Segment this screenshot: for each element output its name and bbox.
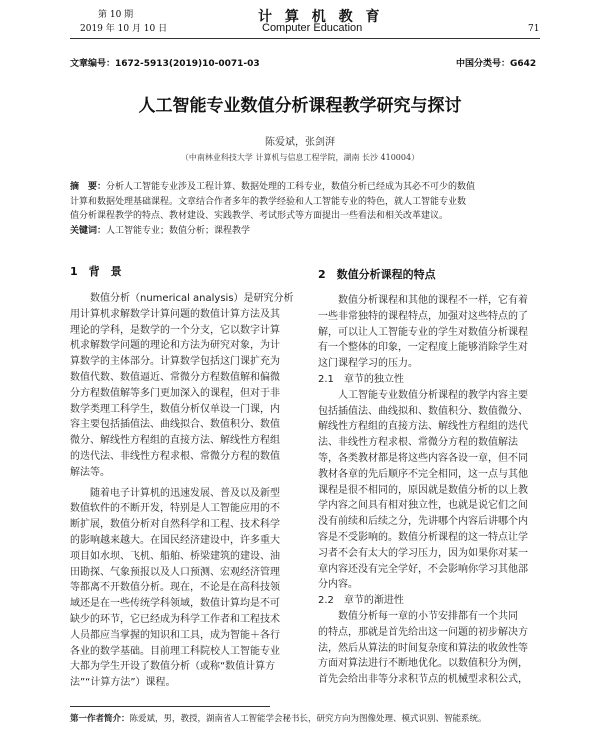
authors: 陈爱斌，张剑湃 — [265, 137, 335, 148]
abstract-label: 摘 要： — [70, 182, 107, 192]
subsection-heading-2-2: 2.2 章节的渐进性 — [318, 595, 404, 607]
header-rule — [70, 38, 540, 39]
text-line: 等都离不开数值分析。现在，不论是在高科技领 — [70, 582, 280, 594]
text-line: 数值代数、数值逼近、常微分方程数值解和偏微 — [70, 371, 280, 383]
text-line: 解，可以让人工智能专业的学生对数值分析课程 — [318, 326, 528, 338]
affiliation: （中南林业科技大学 计算机与信息工程学院，湖南 长沙 410004） — [180, 153, 420, 162]
abstract — [70, 180, 542, 238]
section-heading-2: 2 数值分析课程的特点 — [318, 268, 436, 281]
text-line: 微分、解线性方程组的直接方法、解线性方程组 — [70, 435, 280, 447]
text-line: 习者不会有太大的学习压力，因为如果你对某一 — [318, 547, 528, 559]
text-line: 解线性方程组的直接方法、解线性方程组的迭代 — [318, 421, 528, 433]
text-line: 法”“计算方法”）课程。 — [70, 677, 176, 689]
text-line: 随着电子计算机的迅速发展、普及以及新型 — [90, 487, 280, 499]
journal-title-cn: 计 算 机 教 育 — [258, 9, 384, 25]
abstract-line: 值分析课程教学的特点、教材建设、实践教学、考试形式等方面提出一些看法和相关改革建议。 — [70, 211, 449, 221]
text-line: 数学类理工科学生，数值分析仅单设一门课，内 — [70, 403, 280, 415]
text-line: 数值软件的不断开发，特别是人工智能应用的不 — [70, 503, 280, 515]
text-line: 有一个整体的印象，一定程度上能够消除学生对 — [318, 342, 528, 354]
text-line: 大都为学生开设了数值分析（或称“数值计算方 — [70, 661, 276, 673]
text-line: 数值分析（numerical analysis）是研究分析 — [90, 293, 294, 304]
text-line: 分内容。 — [318, 579, 358, 591]
left-column — [70, 291, 302, 691]
page-number: 71 — [528, 24, 540, 34]
classification-number: 中国分类号：G642 — [456, 59, 537, 69]
text-line: 教材各章的先后顺序不完全相同，这一点与其他 — [318, 468, 528, 480]
text-line: 章内容还没有完全学好，不会影响你学习其他部 — [318, 563, 528, 575]
paper-title: 人工智能专业数值分析课程教学研究与探讨 — [138, 96, 462, 116]
text-line: 域还是在一些传统学科领域，数值计算均是不可 — [70, 598, 280, 610]
text-line: 机求解数学问题的理论和方法为研究对象，为计 — [70, 340, 280, 352]
keywords-label: 关键词： — [70, 225, 107, 236]
section-heading-1: 1 背 景 — [70, 265, 122, 278]
text-line: 分方程数值解等多门更加深入的课程，但对于非 — [70, 387, 280, 399]
text-line: 一些非常独特的课程特点，加强对这些特点的了 — [318, 310, 528, 322]
keywords: 人工智能专业；数值分析；课程教学 — [106, 225, 251, 236]
text-line: 没有前续和后续之分，先讲哪个内容后讲哪个内 — [318, 516, 528, 528]
text-line: 包括插值法、曲线拟和、数值积分、数值微分、 — [318, 405, 528, 417]
text-line: 容主要包括插值法、曲线拟合、数值积分、数值 — [70, 419, 280, 431]
text-line: 的迭代法、非线性方程求根、常微分方程的数值 — [70, 450, 280, 462]
text-line: 田勘探、气象预报以及人口预测、宏观经济管理 — [70, 566, 280, 578]
text-line: 缺少的环节，它已经成为科学工作者和工程技术 — [70, 613, 280, 625]
abstract-line: 计算和数据处理基础课程。文章结合作者多年的教学经验和人工智能专业的特色，就人工智能专业数 — [70, 196, 467, 207]
text-line: 的特点，那就是首先给出这一问题的初步解决方 — [318, 626, 528, 638]
footnote — [70, 712, 487, 724]
article-number: 文章编号：1672-5913(2019)10-0071-03 — [70, 59, 260, 69]
text-line: 这门课程学习的压力。 — [318, 358, 418, 370]
footnote-label: 第一作者简介： — [70, 714, 130, 724]
text-line: 解法等。 — [70, 466, 110, 478]
text-line: 理论的学科，是数学的一个分支，它以数字计算 — [70, 324, 280, 336]
text-line: 首先会给出非等分求积节点的机械型求积公式， — [318, 674, 528, 686]
text-line: 等，各类教材都是将这些内容各设一章，但不同 — [318, 452, 528, 464]
text-line: 数值分析每一章的小节安排都有一个共同 — [338, 610, 518, 622]
footnote-text: 陈爱斌，男，教授，湖南省人工智能学会秘书长，研究方向为图像处理、模式识别、智能系统。 — [129, 714, 487, 724]
text-line: 断扩展，数值分析对自然科学和工程、技术科学 — [70, 519, 280, 531]
text-line: 用计算机求解数学计算问题的数值计算方法及其 — [70, 308, 280, 320]
text-line: 各业的数学基础。目前理工科院校人工智能专业 — [70, 645, 280, 657]
text-line: 数值分析课程和其他的课程不一样，它有着 — [338, 295, 528, 306]
text-line: 容是不受影响的。数值分析课程的这一特点让学 — [318, 531, 528, 543]
right-column — [318, 293, 550, 688]
text-line: 项目如水坝、飞机、船舶、桥梁建筑的建设、油 — [70, 550, 280, 562]
abstract-line: 分析人工智能专业涉及工程计算、数据处理的工科专业，数值分析已经成为其必不可少的数值 — [106, 182, 476, 192]
journal-title-en: Computer Education — [262, 22, 363, 34]
text-line: 人员都应当掌握的知识和工具，成为智能＋各行 — [70, 629, 280, 641]
footnote-rule — [70, 706, 270, 707]
text-line: 方面对算法进行不断地优化。以数值积分为例， — [318, 658, 528, 670]
text-line: 学内容之间具有相对独立性，也就是说它们之间 — [318, 500, 528, 512]
issue-date: 2019 年 10 月 10 日 — [80, 24, 168, 34]
subsection-heading-2-1: 2.1 章节的独立性 — [318, 373, 404, 385]
issue-number: 第 10 期 — [98, 10, 134, 20]
text-line: 的影响越来越大。在国民经济建设中，许多重大 — [70, 534, 280, 546]
text-line: 法，然后从算法的时间复杂度和算法的收敛性等 — [318, 642, 528, 654]
text-line: 算数学的主体部分。计算数学包括这门课扩充为 — [70, 356, 280, 368]
text-line: 人工智能专业数值分析课程的教学内容主要 — [338, 389, 528, 401]
text-line: 法、非线性方程求根、常微分方程的数值解法 — [318, 437, 518, 449]
text-line: 课程是很不相同的，原因就是数值分析的以上教 — [318, 484, 528, 496]
